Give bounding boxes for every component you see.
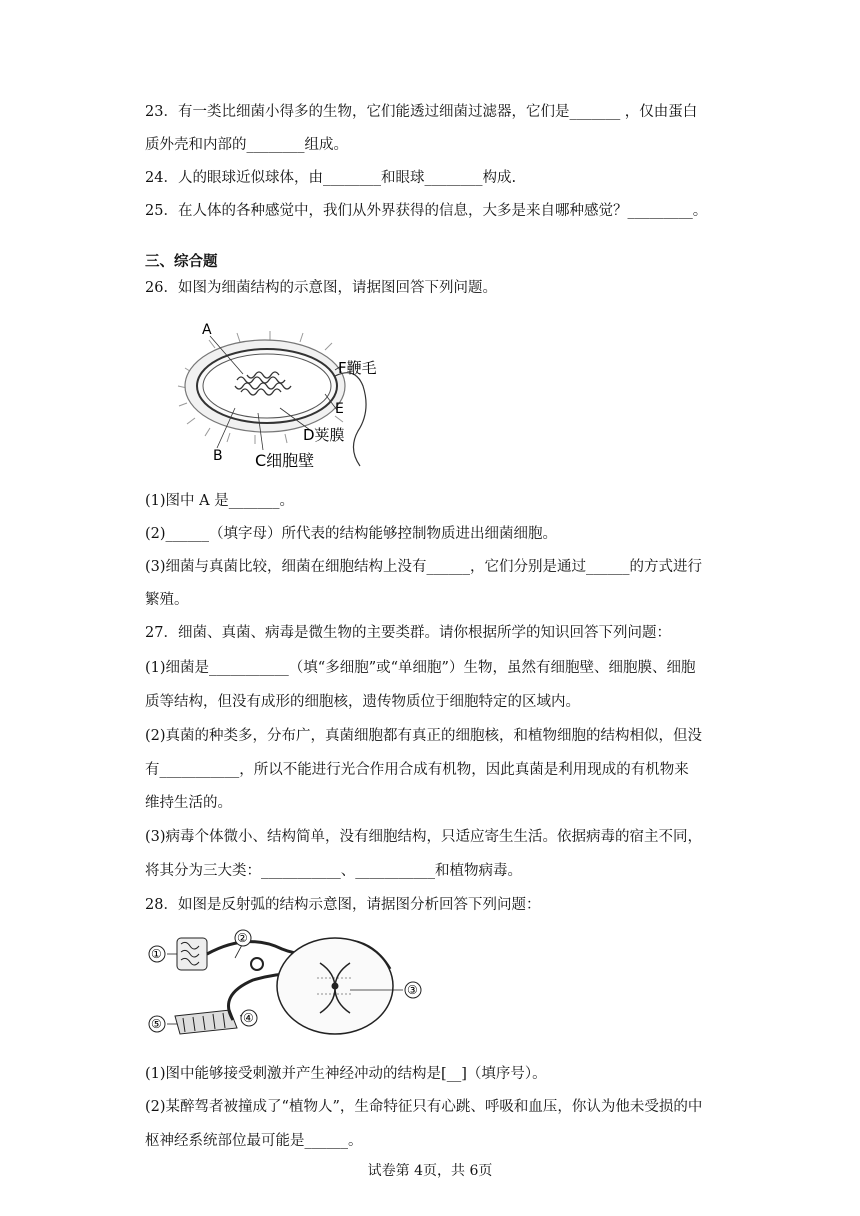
q23-line1: 23．有一类比细菌小得多的生物，它们能透过细菌过滤器，它们是_______ ，仅由蛋白: [145, 104, 698, 120]
q27-sub3-line1: (3)病毒个体微小、结构简单，没有细胞结构，只适应寄生生活。依据病毒的宿主不同，: [145, 829, 703, 845]
section-title-comprehensive: 三、综合题: [145, 253, 218, 270]
label-c: C细胞壁: [255, 451, 315, 470]
effector-muscle: [175, 1010, 237, 1034]
label-3: ③: [407, 983, 418, 997]
q26-sub3-line2: 繁殖。: [145, 592, 189, 608]
q23-line2: 质外壳和内部的________组成。: [145, 137, 348, 153]
q27-sub2-line1: (2)真菌的种类多，分布广，真菌细胞都有真正的细胞核，和植物细胞的结构相似，但没: [145, 728, 703, 744]
label-f: F鞭毛: [338, 359, 377, 377]
spinal-cord: [277, 938, 393, 1034]
bacterium-diagram: [175, 318, 390, 473]
label-1: ①: [151, 947, 162, 961]
label-a: A: [202, 322, 212, 338]
q27-sub2-line2: 有___________，所以不能进行光合作用合成有机物，因此真菌是利用现成的有机物来: [145, 762, 689, 778]
q26-sub2: (2)______（填字母）所代表的结构能够控制物质进出细菌细胞。: [145, 526, 558, 542]
q28-stem: 28．如图是反射弧的结构示意图，请据图分析回答下列问题：: [145, 897, 541, 913]
q27-sub3-line2: 将其分为三大类：___________、___________和植物病毒。: [145, 863, 522, 879]
q27-sub1-line1: (1)细菌是___________（填“多细胞”或“单细胞”）生物，虽然有细胞壁、细胞膜、细胞: [145, 660, 696, 676]
q28-sub1: (1)图中能够接受刺激并产生神经冲动的结构是[__]（填序号）。: [145, 1066, 547, 1082]
q26-stem: 26．如图为细菌结构的示意图，请据图回答下列问题。: [145, 280, 497, 296]
label-2: ②: [237, 931, 248, 945]
q28-sub2-line2: 枢神经系统部位最可能是______。: [145, 1133, 363, 1149]
page-footer: 试卷第 4页，共 6页: [367, 1163, 493, 1179]
label-e: E: [335, 401, 344, 417]
reflex-arc-diagram: [145, 928, 430, 1048]
receptor-skin: [177, 938, 207, 970]
label-5: ⑤: [151, 1017, 162, 1031]
ganglion: [251, 958, 263, 970]
q25: 25．在人体的各种感觉中，我们从外界获得的信息，大多是来自哪种感觉？_________。: [145, 203, 708, 219]
q27-sub2-line3: 维持生活的。: [145, 795, 232, 811]
q27-sub1-line2: 质等结构，但没有成形的细胞核，遗传物质位于细胞特定的区域内。: [145, 694, 580, 710]
q28-sub2-line1: (2)某醉驾者被撞成了“植物人”，生命特征只有心跳、呼吸和血压，你认为他未受损的中: [145, 1099, 703, 1115]
label-b: B: [213, 448, 223, 464]
label-d: D荚膜: [303, 426, 345, 444]
label-4: ④: [243, 1011, 254, 1025]
q24: 24．人的眼球近似球体，由________和眼球________构成.: [145, 170, 517, 186]
q26-sub3-line1: (3)细菌与真菌比较，细菌在细胞结构上没有______，它们分别是通过______的方式进行: [145, 559, 703, 575]
q26-sub1: (1)图中 A 是_______。: [145, 493, 294, 509]
q27-stem: 27．细菌、真菌、病毒是微生物的主要类群。请你根据所学的知识回答下列问题：: [145, 625, 671, 641]
